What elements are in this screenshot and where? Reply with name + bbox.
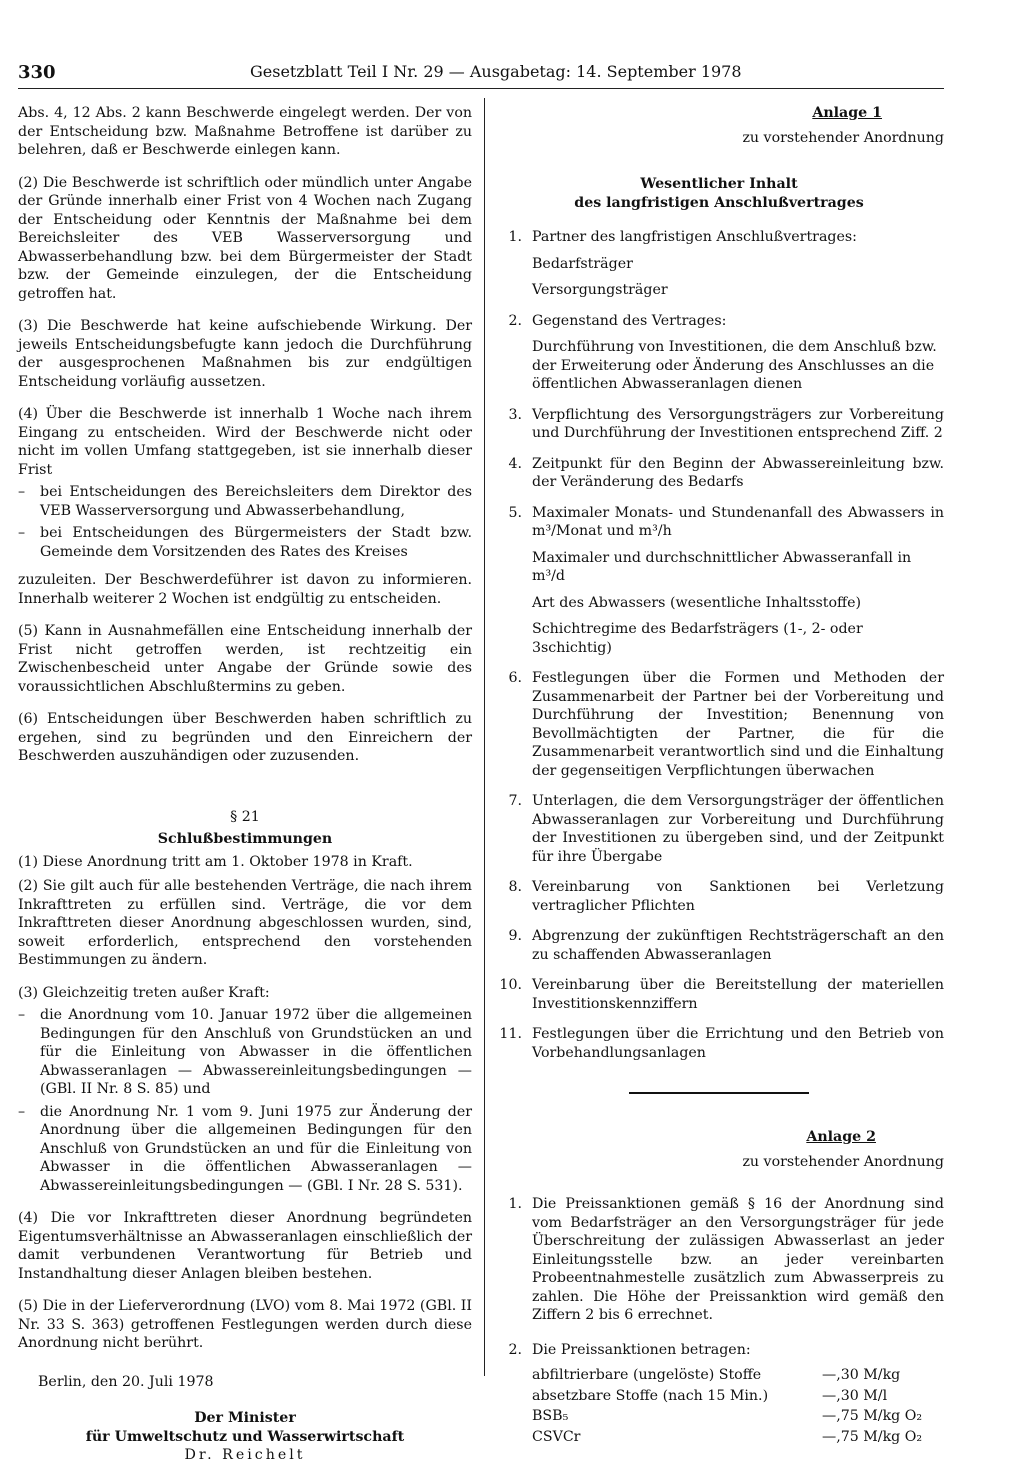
price-value: —,75 M/kg O₂	[822, 1428, 923, 1445]
annex-2-title: Anlage 2	[806, 1129, 876, 1145]
item-number: 4.	[508, 455, 522, 472]
item-body	[532, 228, 944, 300]
item-number: 2.	[508, 312, 522, 329]
gazette-title: Gesetzblatt Teil I Nr. 29 — Ausgabetag: 14. September 1978	[250, 62, 742, 81]
item-text: Partner des langfristigen Anschlußvertrages:	[532, 229, 857, 245]
list-item-text: die Anordnung Nr. 1 vom 9. Juni 1975 zur Änderung der Anordnung über die allgemeinen Bedingungen für den Anschluß von Grundstücken an und für die Einleitung von Abwasser in die öffentlichen Abwasseranlagen — Abwassereinleitungsbedingungen — (GBl. I Nr. 28 S. 531).	[40, 1103, 472, 1194]
item-text: Festlegungen über die Errichtung und den Betrieb von Vorbehandlungsanlagen	[532, 1026, 944, 1061]
item-text: Vereinbarung von Sanktionen bei Verletzung vertraglicher Pflichten	[532, 879, 944, 914]
price-row	[532, 1365, 942, 1386]
item-text: Zeitpunkt für den Beginn der Abwassereinleitung bzw. der Veränderung des Bedarfs	[532, 455, 944, 490]
item-subtext: Durchführung von Investitionen, die dem Anschluß bzw. der Erweiterung oder Änderung des Anschlusses an die öffentlichen Abwasseranlagen dienen	[532, 339, 937, 392]
annex-1-subtitle: zu vorstehender Anordnung	[742, 129, 944, 146]
item-number: 1.	[508, 1196, 522, 1212]
item-text: Abgrenzung der zukünftigen Rechtsträgerschaft an den zu schaffenden Abwasseranlagen	[532, 928, 944, 963]
paragraph-6: (6) Entscheidungen über Beschwerden haben schriftlich zu ergehen, sind zu begründen und den Einreichern der Beschwerden auszuhändigen oder zuzusenden.	[18, 711, 472, 764]
section-title: Schlußbestimmungen	[157, 831, 333, 847]
place-date: Berlin, den 20. Juli 1978	[38, 1373, 214, 1390]
item-subtext: Art des Abwassers (wesentliche Inhaltsstoffe)	[532, 594, 862, 611]
separator-rule	[629, 1092, 809, 1094]
list-item	[18, 1006, 472, 1099]
signature-title: Der Minister	[194, 1410, 296, 1426]
price-row	[532, 1406, 942, 1427]
item-number: 7.	[508, 793, 522, 809]
item-subtext: Bedarfsträger	[532, 255, 633, 272]
list-item	[494, 406, 944, 443]
paragraph-3: (3) Die Beschwerde hat keine aufschiebende Wirkung. Der jeweils Entscheidungsbefugte kann jedoch die Durchführung der ausgesprochenen Maßnahmen bis zur endgültigen Entscheidung vorläufig aussetzen.	[18, 318, 472, 390]
item-body	[532, 1025, 944, 1062]
price-label: absetzbare Stoffe (nach 15 Min.)	[532, 1387, 769, 1404]
item-text: Gegenstand des Vertrages:	[532, 312, 727, 329]
list-item	[494, 792, 944, 866]
price-row	[532, 1386, 942, 1407]
item-body	[532, 792, 944, 866]
item-subtext: Maximaler und durchschnittlicher Abwasseranfall in m³/d	[532, 549, 912, 584]
dash-marker: –	[18, 525, 26, 541]
item-body	[532, 504, 944, 658]
header-rule	[18, 88, 944, 89]
list-item-text: die Anordnung vom 10. Januar 1972 über die allgemeinen Bedingungen für den Anschluß von Grundstücken an und für die Einleitung von Abwasser in die öffentlichen Abwasseranlagen — Abwassereinleitungsbedingungen — (GBl. II Nr. 8 S. 85) und	[40, 1007, 472, 1097]
list-item	[494, 1025, 944, 1062]
final-paragraph-1: (1) Diese Anordnung tritt am 1. Oktober 1978 in Kraft.	[18, 853, 413, 870]
list-item	[494, 927, 944, 964]
list-item	[494, 455, 944, 492]
item-subtext: Versorgungsträger	[532, 282, 668, 298]
item-number: 5.	[508, 504, 522, 521]
paragraph-4: (4) Über die Beschwerde ist innerhalb 1 Woche nach ihrem Eingang zu entscheiden. Wird der Beschwerde nicht oder nicht im vollen Umfang stattgegeben, ist sie innerhalb dieser Frist	[18, 406, 472, 478]
item-number: 11.	[499, 1026, 522, 1042]
signature-ministry: für Umweltschutz und Wasserwirtschaft	[85, 1428, 405, 1445]
paragraph-intro: Abs. 4, 12 Abs. 2 kann Beschwerde eingelegt werden. Der von der Entscheidung bzw. Maßnahme Betroffene ist darüber zu belehren, daß er Beschwerde einlegen kann.	[18, 105, 472, 158]
dash-marker: –	[18, 1103, 26, 1120]
final-paragraph-4: (4) Die vor Inkrafttreten dieser Anordnung begründeten Eigentumsverhältnisse an Abwasseranlagen einschließlich der damit verbundenen Verantwortung für Betrieb und Instandhaltung dieser Anlagen bleiben bestehen.	[18, 1210, 472, 1282]
paragraph-5: (5) Kann in Ausnahmefällen eine Entscheidung innerhalb der Frist nicht getroffen werden, ist rechtzeitig ein Zwischenbescheid unter Angabe der Gründe sowie des voraussichtlichen Abschlußtermins zu geben.	[18, 623, 472, 695]
page-header	[18, 62, 944, 86]
price-table	[532, 1365, 942, 1447]
list-item	[18, 524, 472, 561]
item-body	[532, 669, 944, 780]
list-item	[494, 669, 944, 780]
right-column	[494, 104, 944, 1447]
item-body	[532, 976, 944, 1013]
list-item	[494, 228, 944, 300]
item-number: 8.	[508, 879, 522, 895]
list-item	[494, 1195, 944, 1325]
annex-1-heading-2: des langfristigen Anschlußvertrages	[574, 194, 864, 211]
item-body	[532, 455, 944, 492]
item-number: 3.	[508, 406, 522, 423]
final-paragraph-2: (2) Sie gilt auch für alle bestehenden Verträge, die nach ihrem Inkrafttreten zu erfüllen sind. Verträge, die vor dem Inkrafttreten dieser Anordnung abgeschlossen wurden, sind, soweit erforderlich, entsprechend den vorstehenden Bestimmungen zu ändern.	[18, 878, 472, 968]
annex-1-list	[494, 228, 944, 1062]
paragraph-4-end: zuzuleiten. Der Beschwerdeführer ist davon zu informieren. Innerhalb weiterer 2 Wochen ist endgültig zu entscheiden.	[18, 572, 472, 607]
section-number: § 21	[230, 808, 260, 825]
price-value: —,75 M/kg O₂	[822, 1408, 923, 1424]
item-text: Die Preissanktionen betragen:	[532, 1341, 751, 1358]
list-item	[494, 312, 944, 394]
item-text: Vereinbarung über die Bereitstellung der materiellen Investitionskennziffern	[532, 977, 944, 1012]
item-number: 10.	[499, 977, 522, 993]
column-divider	[484, 98, 485, 1376]
item-text: Maximaler Monats- und Stundenanfall des Abwassers in m³/Monat und m³/h	[532, 504, 944, 539]
annex-2-subtitle: zu vorstehender Anordnung	[742, 1153, 944, 1170]
list-item	[494, 976, 944, 1013]
item-text: Die Preissanktionen gemäß § 16 der Anordnung sind vom Bedarfsträger an den Versorgungsträger für jede Überschreitung der zulässigen Abwasserlast an jeder Einleitungsstelle bzw. an jeder vereinbarten Probeentnahmestelle zusätzlich zum Abwasserpreis zu zahlen. Die Höhe der Preissanktion wird gemäß den Ziffern 2 bis 6 errechnet.	[532, 1196, 944, 1323]
annex-1-heading-1: Wesentlicher Inhalt	[640, 176, 798, 192]
item-text: Unterlagen, die dem Versorgungsträger der öffentlichen Abwasseranlagen zur Vorbereitung und Durchführung der Investitionen zu übergeben sind, und der Zeitpunkt für ihre Übergabe	[532, 793, 944, 865]
item-number: 2.	[508, 1341, 522, 1358]
item-body	[532, 312, 944, 394]
item-body	[532, 927, 944, 964]
item-body	[532, 406, 944, 443]
left-column	[18, 104, 472, 1465]
list-item	[494, 504, 944, 658]
price-value: —,30 M/l	[822, 1387, 888, 1404]
list-item	[18, 483, 472, 520]
item-subtext: Schichtregime des Bedarfsträgers (1-, 2- oder 3schichtig)	[532, 621, 863, 656]
paragraph-2: (2) Die Beschwerde ist schriftlich oder mündlich unter Angabe der Gründe innerhalb einer Frist von 4 Wochen nach Zugang der Entscheidung oder Kenntnis der Maßnahme bei dem Bereichsleiter des VEB Wasserversorgung und Abwasserbehandlung bzw. bei dem Bürgermeister der Stadt bzw. der Gemeinde einzulegen, der die Entscheidung getroffen hat.	[18, 174, 472, 302]
annex-1-title: Anlage 1	[812, 105, 882, 121]
item-number: 6.	[508, 670, 522, 686]
price-label: CSVCr	[532, 1428, 581, 1445]
final-paragraph-5: (5) Die in der Lieferverordnung (LVO) vom 8. Mai 1972 (GBl. II Nr. 33 S. 363) getroffenen Festlegungen werden durch diese Anordnung nicht berührt.	[18, 1298, 472, 1351]
final-paragraph-3: (3) Gleichzeitig treten außer Kraft:	[18, 984, 270, 1001]
list-item	[494, 878, 944, 915]
dash-marker: –	[18, 1007, 26, 1023]
item-body	[532, 878, 944, 915]
list-item-text: bei Entscheidungen des Bereichsleiters dem Direktor des VEB Wasserversorgung und Abwasserbehandlung,	[40, 484, 472, 519]
item-text: Verpflichtung des Versorgungsträgers zur Vorbereitung und Durchführung der Investitionen entsprechend Ziff. 2	[532, 406, 944, 441]
item-number: 9.	[508, 928, 522, 944]
item-number: 1.	[508, 229, 522, 245]
price-row	[532, 1427, 942, 1448]
price-value: —,30 M/kg	[822, 1367, 901, 1383]
list-item-text: bei Entscheidungen des Bürgermeisters der Stadt bzw. Gemeinde dem Vorsitzenden des Rates des Kreises	[40, 525, 472, 560]
signature-name: Dr. Reichelt	[184, 1447, 306, 1463]
dash-marker: –	[18, 484, 26, 500]
price-label: abfiltrierbare (ungelöste) Stoffe	[532, 1367, 762, 1383]
page-number: 330	[18, 62, 56, 83]
list-item	[494, 1341, 944, 1360]
item-text: Festlegungen über die Formen und Methoden der Zusammenarbeit der Partner bei der Vorbereitung und Durchführung der Investition; Benennung von Bevollmächtigten der Partner, die für die Zusammenarbeit verantwortlich sind und die Einhaltung der gegenseitigen Verpflichtungen überwachen	[532, 670, 944, 779]
price-label: BSB₅	[532, 1408, 569, 1424]
list-item	[18, 1103, 472, 1196]
